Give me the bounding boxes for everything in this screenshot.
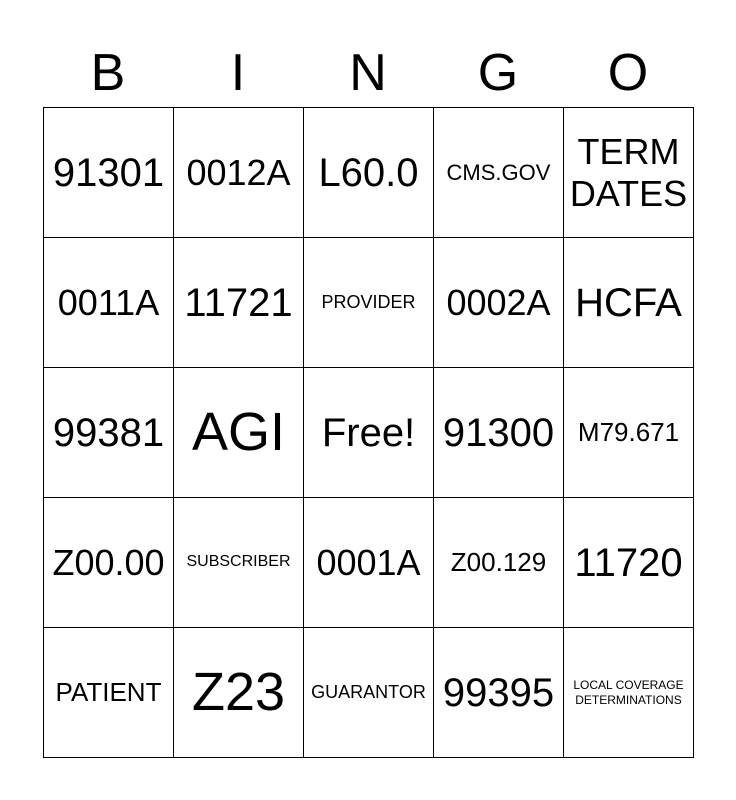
bingo-cell-r4c2[interactable]: SUBSCRIBER bbox=[174, 498, 304, 628]
bingo-cell-r2c4[interactable]: 0002A bbox=[434, 238, 564, 368]
bingo-cell-r4c5[interactable]: 11720 bbox=[564, 498, 694, 628]
bingo-cell-r3c2[interactable]: AGI bbox=[174, 368, 304, 498]
header-letter-n: N bbox=[349, 44, 387, 102]
bingo-cell-r5c5[interactable]: LOCAL COVERAGE DETERMINATIONS bbox=[564, 628, 694, 758]
bingo-cell-r2c1[interactable]: 0011A bbox=[44, 238, 174, 368]
bingo-cell-r1c4[interactable]: CMS.GOV bbox=[434, 108, 564, 238]
bingo-cell-r1c2[interactable]: 0012A bbox=[174, 108, 304, 238]
bingo-cell-r2c2[interactable]: 11721 bbox=[174, 238, 304, 368]
bingo-cell-r4c4[interactable]: Z00.129 bbox=[434, 498, 564, 628]
bingo-cell-r3c5[interactable]: M79.671 bbox=[564, 368, 694, 498]
header-letter-g: G bbox=[477, 44, 519, 102]
bingo-cell-r1c1[interactable]: 91301 bbox=[44, 108, 174, 238]
bingo-cell-r4c3[interactable]: 0001A bbox=[304, 498, 434, 628]
header-letter-b: B bbox=[90, 44, 126, 102]
bingo-cell-r5c4[interactable]: 99395 bbox=[434, 628, 564, 758]
bingo-cell-r3c3-free[interactable]: Free! bbox=[304, 368, 434, 498]
header-letter-o: O bbox=[607, 44, 649, 102]
header-letter-i: I bbox=[230, 44, 246, 102]
bingo-cell-r2c5[interactable]: HCFA bbox=[564, 238, 694, 368]
bingo-cell-r5c1[interactable]: PATIENT bbox=[44, 628, 174, 758]
bingo-cell-r1c5[interactable]: TERM DATES bbox=[564, 108, 694, 238]
bingo-cell-r1c3[interactable]: L60.0 bbox=[304, 108, 434, 238]
bingo-cell-r4c1[interactable]: Z00.00 bbox=[44, 498, 174, 628]
bingo-header bbox=[43, 40, 693, 106]
bingo-cell-r5c2[interactable]: Z23 bbox=[174, 628, 304, 758]
bingo-cell-r2c3[interactable]: PROVIDER bbox=[304, 238, 434, 368]
bingo-cell-r3c1[interactable]: 99381 bbox=[44, 368, 174, 498]
bingo-board bbox=[43, 107, 694, 758]
bingo-cell-r5c3[interactable]: GUARANTOR bbox=[304, 628, 434, 758]
bingo-cell-r3c4[interactable]: 91300 bbox=[434, 368, 564, 498]
